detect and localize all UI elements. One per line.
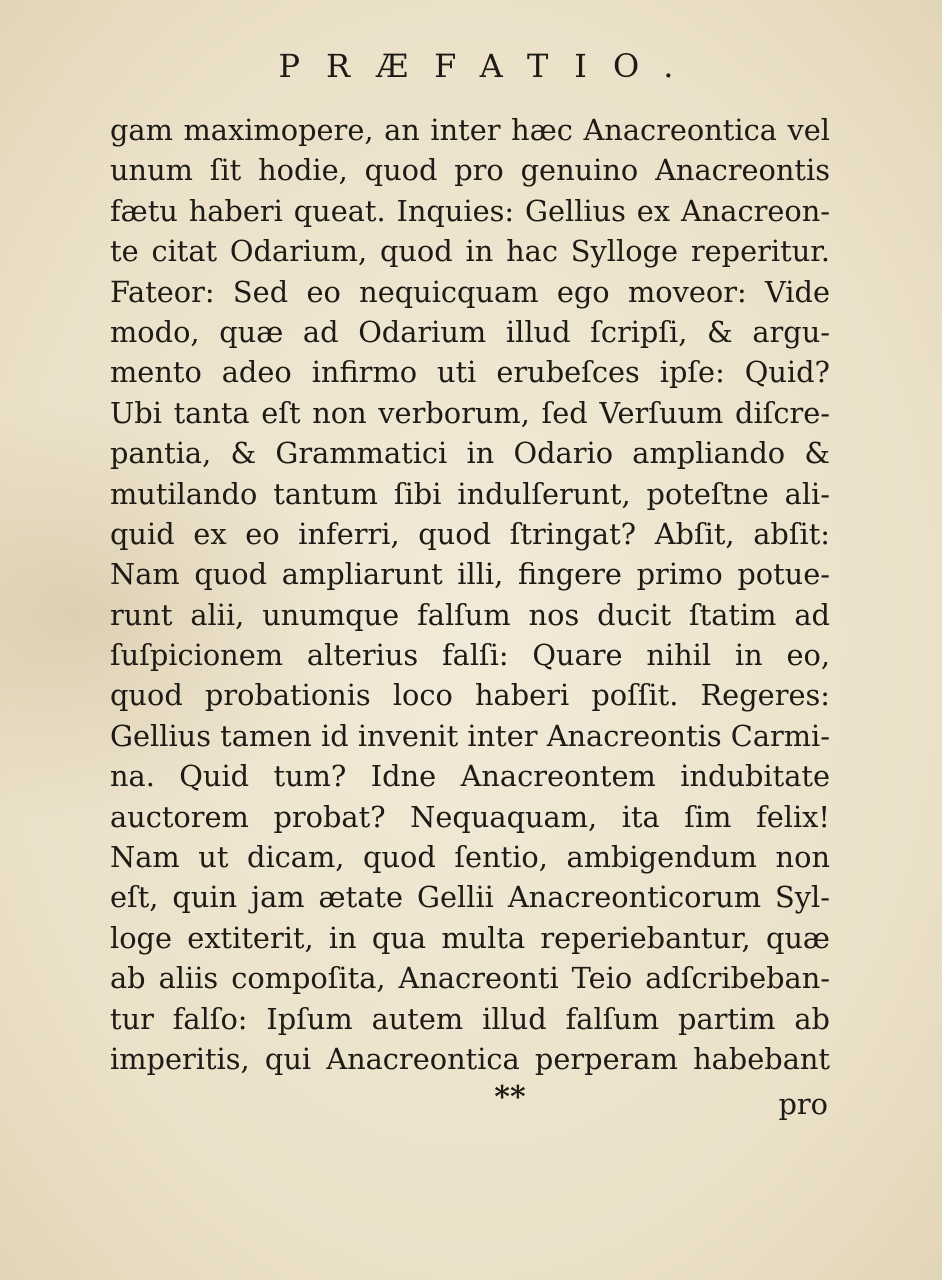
body-text bbox=[110, 110, 830, 1079]
text-line: loge extiterit, in qua multa reperiebantur, quæ bbox=[110, 920, 830, 955]
text-line: Nam quod ampliarunt illi, fingere primo potue- bbox=[110, 557, 830, 592]
text-line: mutilando tantum ſibi indulſerunt, poteſtne ali- bbox=[110, 476, 830, 511]
text-line: pantia, & Grammatici in Odario ampliando & bbox=[110, 436, 830, 471]
running-head: PRÆFATIO. bbox=[278, 47, 700, 85]
text-line: quid ex eo inferri, quod ſtringat? Abſit, abſit: bbox=[110, 516, 830, 551]
text-line: te citat Odarium, quod in hac Sylloge reperitur. bbox=[110, 234, 830, 269]
catchword: pro bbox=[778, 1087, 828, 1121]
text-line: quod probationis loco haberi poſſit. Regeres: bbox=[110, 678, 830, 713]
text-line: mento adeo infirmo uti erubeſces ipſe: Quid? bbox=[110, 355, 830, 390]
signature-mark: ** bbox=[494, 1080, 526, 1115]
text-line: ab aliis compoſita, Anacreonti Teio adſcribeban- bbox=[110, 961, 830, 996]
text-line: runt alii, unumque falſum nos ducit ſtatim ad bbox=[110, 597, 830, 632]
text-line: imperitis, qui Anacreontica perperam habebant bbox=[110, 1041, 830, 1076]
text-line: Fateor: Sed eo nequicquam ego moveor: Vide bbox=[110, 274, 830, 309]
text-line: eſt, quin jam ætate Gellii Anacreonticorum Syl- bbox=[110, 880, 830, 915]
text-line: auctorem probat? Nequaquam, ita ſim felix! bbox=[110, 799, 830, 834]
text-line: Nam ut dicam, quod ſentio, ambigendum non bbox=[110, 840, 830, 875]
text-line: Gellius tamen id invenit inter Anacreontis Carmi- bbox=[110, 718, 830, 753]
text-line: na. Quid tum? Idne Anacreontem indubitate bbox=[110, 759, 830, 794]
text-line: modo, quæ ad Odarium illud ſcripſi, & argu- bbox=[110, 314, 830, 349]
text-line: tur falſo: Ipſum autem illud falſum partim ab bbox=[110, 1001, 830, 1036]
text-line: gam maximopere, an inter hæc Anacreontica vel bbox=[110, 113, 830, 147]
text-line: Ubi tanta eſt non verborum, ſed Verſuum diſcre- bbox=[110, 395, 830, 430]
text-line: ſuſpicionem alterius falſi: Quare nihil in eo, bbox=[110, 638, 830, 673]
text-line: unum ſit hodie, quod pro genuino Anacreontis bbox=[110, 153, 830, 188]
text-line: fætu haberi queat. Inquies: Gellius ex Anacreon- bbox=[110, 193, 830, 228]
